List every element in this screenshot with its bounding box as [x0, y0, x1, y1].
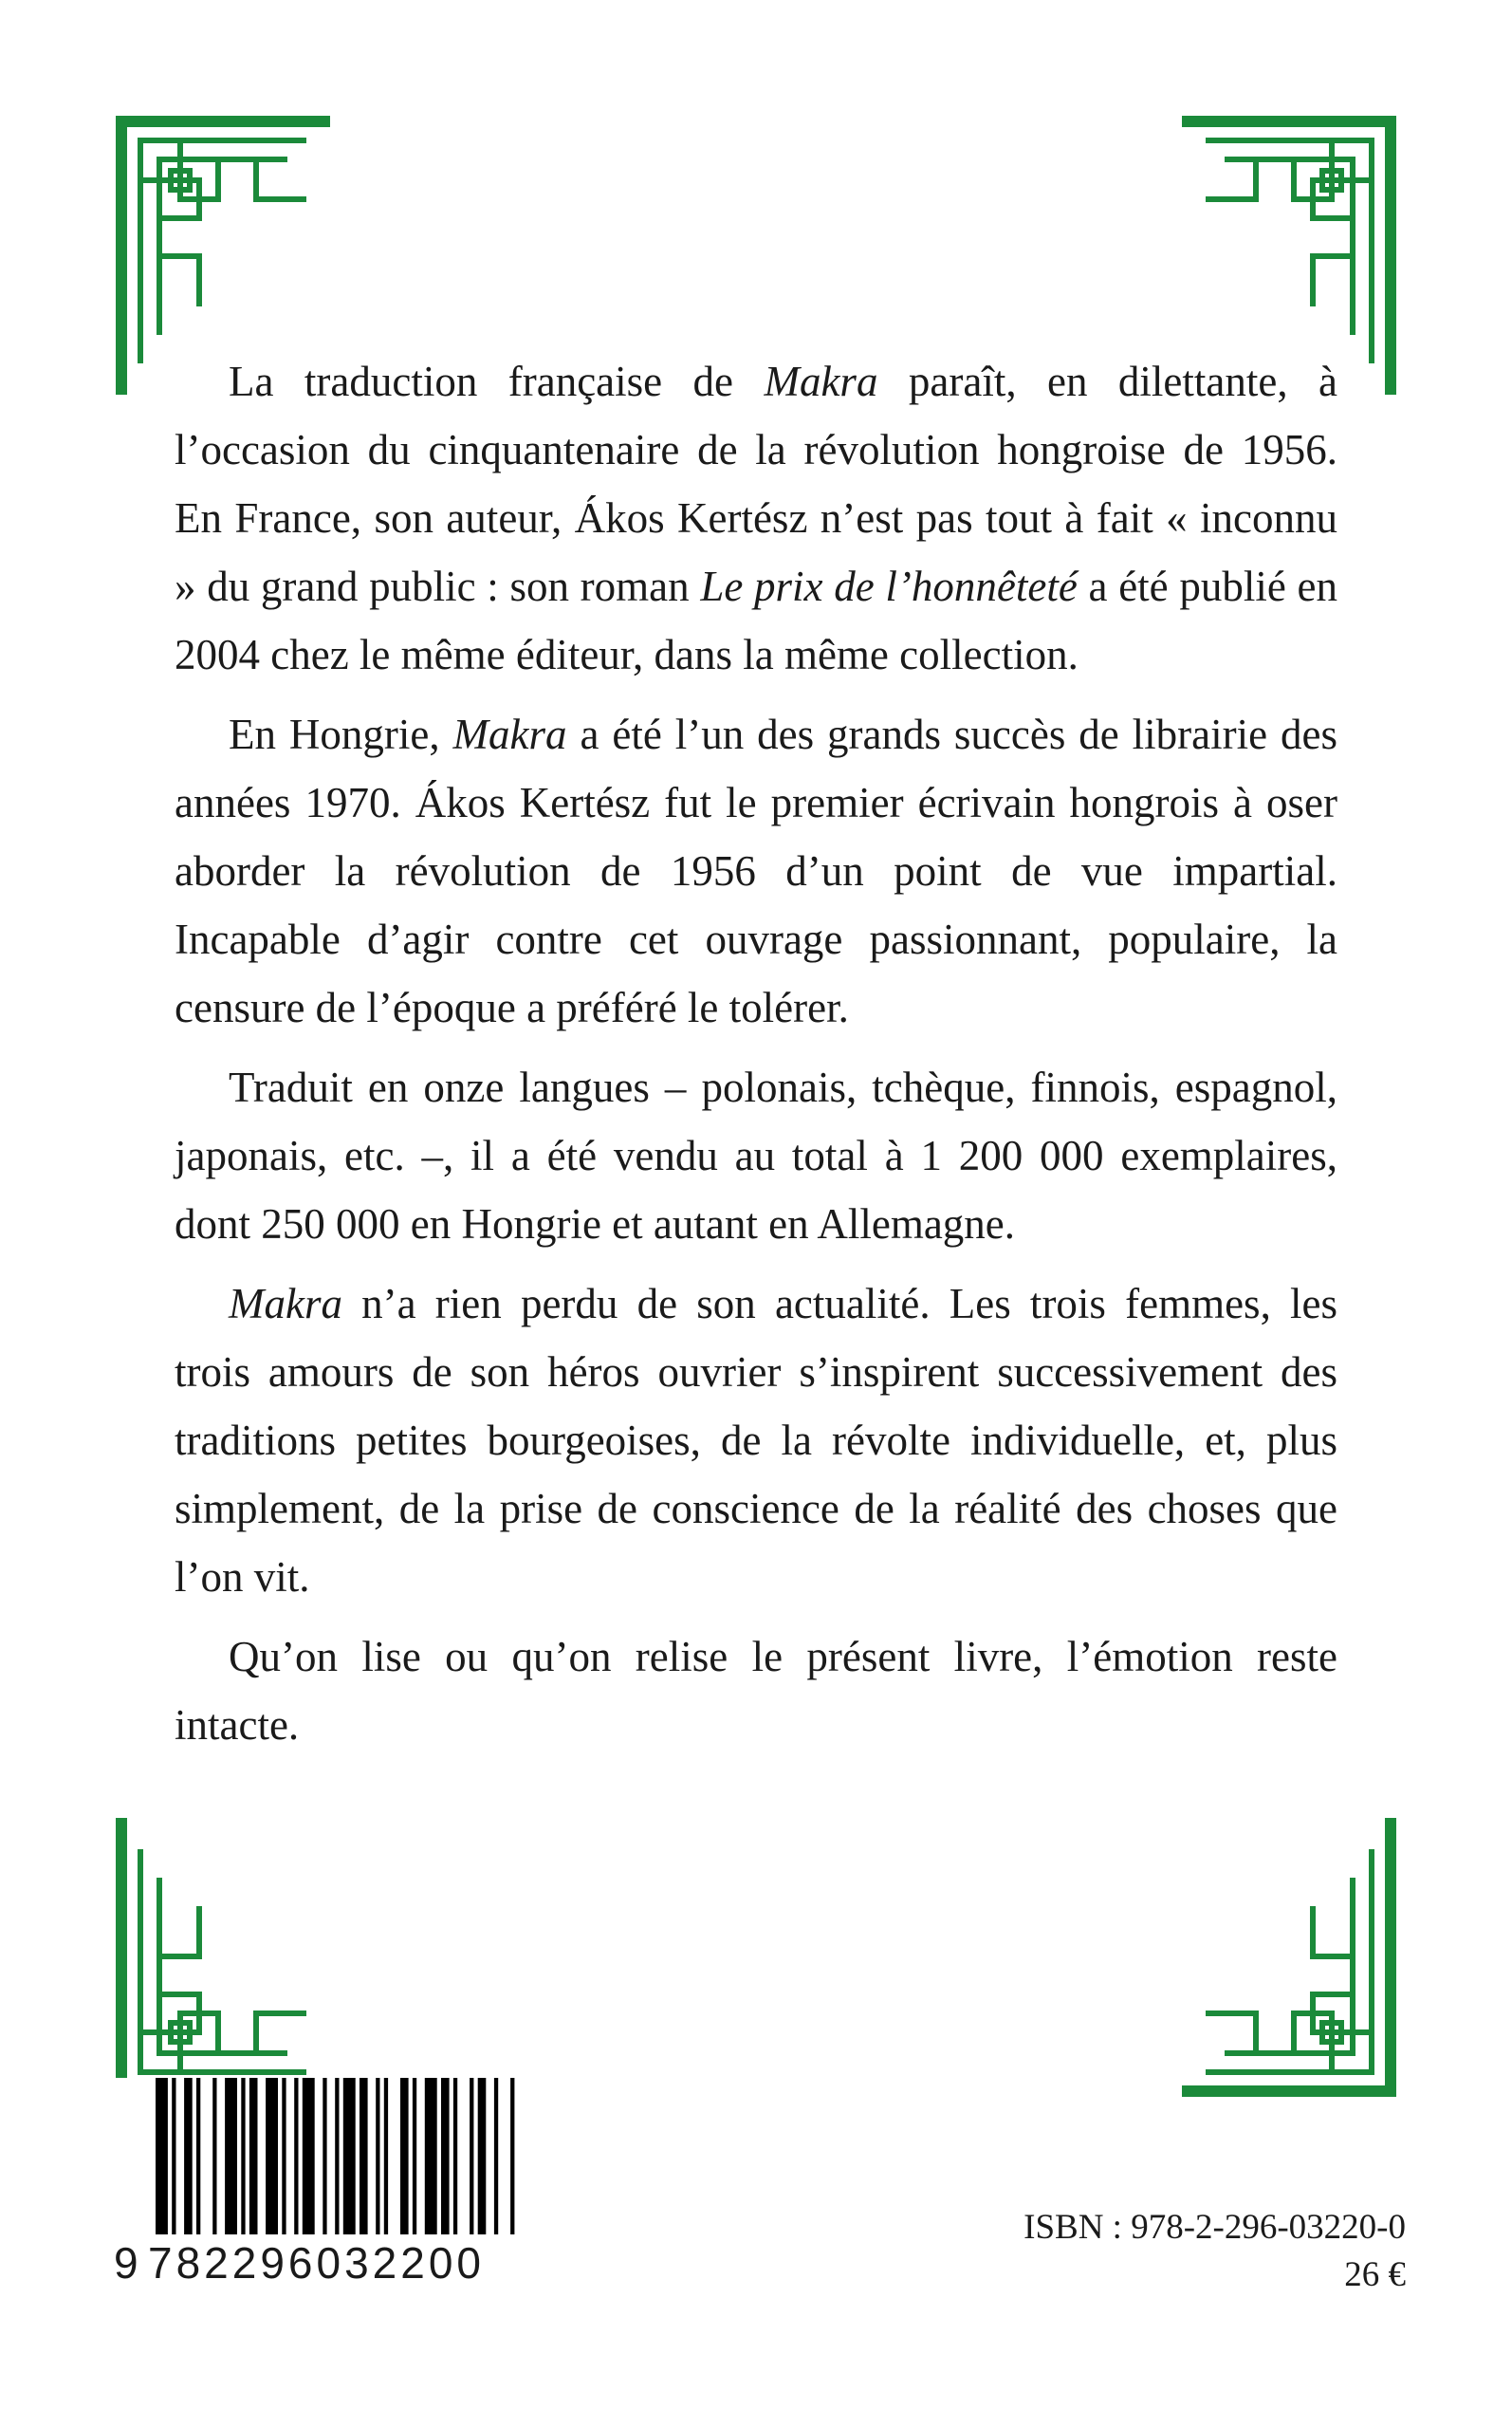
barcode-number: 782296032200	[148, 2238, 485, 2288]
barcode-bar	[413, 2078, 416, 2234]
barcode-bars-icon	[114, 2078, 522, 2244]
barcode-bar	[343, 2078, 356, 2234]
barcode-bar	[241, 2078, 245, 2234]
paragraph-1: La traduction française de Makra paraît, en dilettante, à l’occasion du cinquantenaire de la révolution hongroise de 1956. En France, son auteur, Ákos Kertész n’est pas tout à fait « inconnu » du grand public : son roman Le prix de l’honnêteté a été publié en 2004 chez le même éditeur, dans la même collection.	[175, 358, 1337, 678]
bottom-left-corner-ornament	[114, 1814, 332, 2099]
barcode-bar	[376, 2078, 379, 2234]
barcode-bar	[510, 2078, 514, 2234]
barcode-first-digit: 9	[114, 2238, 142, 2288]
barcode-bar	[441, 2078, 450, 2234]
paragraph-4: Makra n’a rien perdu de son actualité. Les trois femmes, les trois amours de son héros ouvrier s’inspirent successivement des traditions petites bourgeoises, de la révolte individuelle, et, plus simplement, de la prise de conscience de la réalité des choses que l’on vit.	[175, 1280, 1337, 1601]
barcode-bar	[470, 2078, 473, 2234]
barcode-bar	[303, 2078, 315, 2234]
barcode-bar	[384, 2078, 388, 2234]
barcode-bar	[294, 2078, 298, 2234]
barcode-bar	[282, 2078, 286, 2234]
barcode-bar	[196, 2078, 200, 2234]
barcode-bar	[360, 2078, 368, 2234]
title-italic: Makra	[764, 358, 878, 405]
barcode-bar	[225, 2078, 237, 2234]
back-cover-text	[175, 347, 1337, 1759]
paragraph-3: Traduit en onze langues – polonais, tchèque, finnois, espagnol, japonais, etc. –, il a été vendu au total à 1 200 000 exemplaires, dont 250 000 en Hongrie et autant en Allemagne.	[175, 1064, 1337, 1248]
ornament-icon	[114, 1814, 332, 2099]
barcode-bar	[212, 2078, 216, 2234]
paragraph-5: Qu’on lise ou qu’on relise le présent livre, l’émotion reste intacte.	[175, 1633, 1337, 1749]
barcode-bar	[249, 2078, 258, 2234]
barcode-bar	[453, 2078, 457, 2234]
barcode-bar	[172, 2078, 175, 2234]
price-label: 26 €	[1344, 2255, 1406, 2294]
barcode-bar	[184, 2078, 193, 2234]
barcode-bar	[494, 2078, 498, 2234]
isbn-label: ISBN : 978-2-296-03220-0	[1023, 2208, 1406, 2247]
barcode-bar	[478, 2078, 487, 2234]
title-italic: Makra	[229, 1280, 342, 1327]
barcode-bar	[335, 2078, 339, 2234]
barcode-bar	[323, 2078, 326, 2234]
barcode-bar	[156, 2078, 168, 2234]
barcode-bar	[425, 2078, 437, 2234]
ornament-icon	[1180, 1814, 1398, 2099]
paragraph-2: En Hongrie, Makra a été l’un des grands succès de librairie des années 1970. Ákos Kertész fut le premier écrivain hongrois à oser aborder la révolution de 1956 d’un point de vue impartial. Incapable d’agir contre cet ouvrage passionnant, populaire, la censure de l’époque a préféré le tolérer.	[175, 711, 1337, 1031]
barcode-bar	[400, 2078, 409, 2234]
barcode-bar	[266, 2078, 278, 2234]
isbn-barcode	[114, 2078, 522, 2315]
title-italic: Le prix de l’honnêteté	[700, 563, 1078, 610]
barcode-digits	[114, 2237, 522, 2289]
bottom-right-corner-ornament	[1180, 1814, 1398, 2099]
title-italic: Makra	[452, 711, 567, 758]
